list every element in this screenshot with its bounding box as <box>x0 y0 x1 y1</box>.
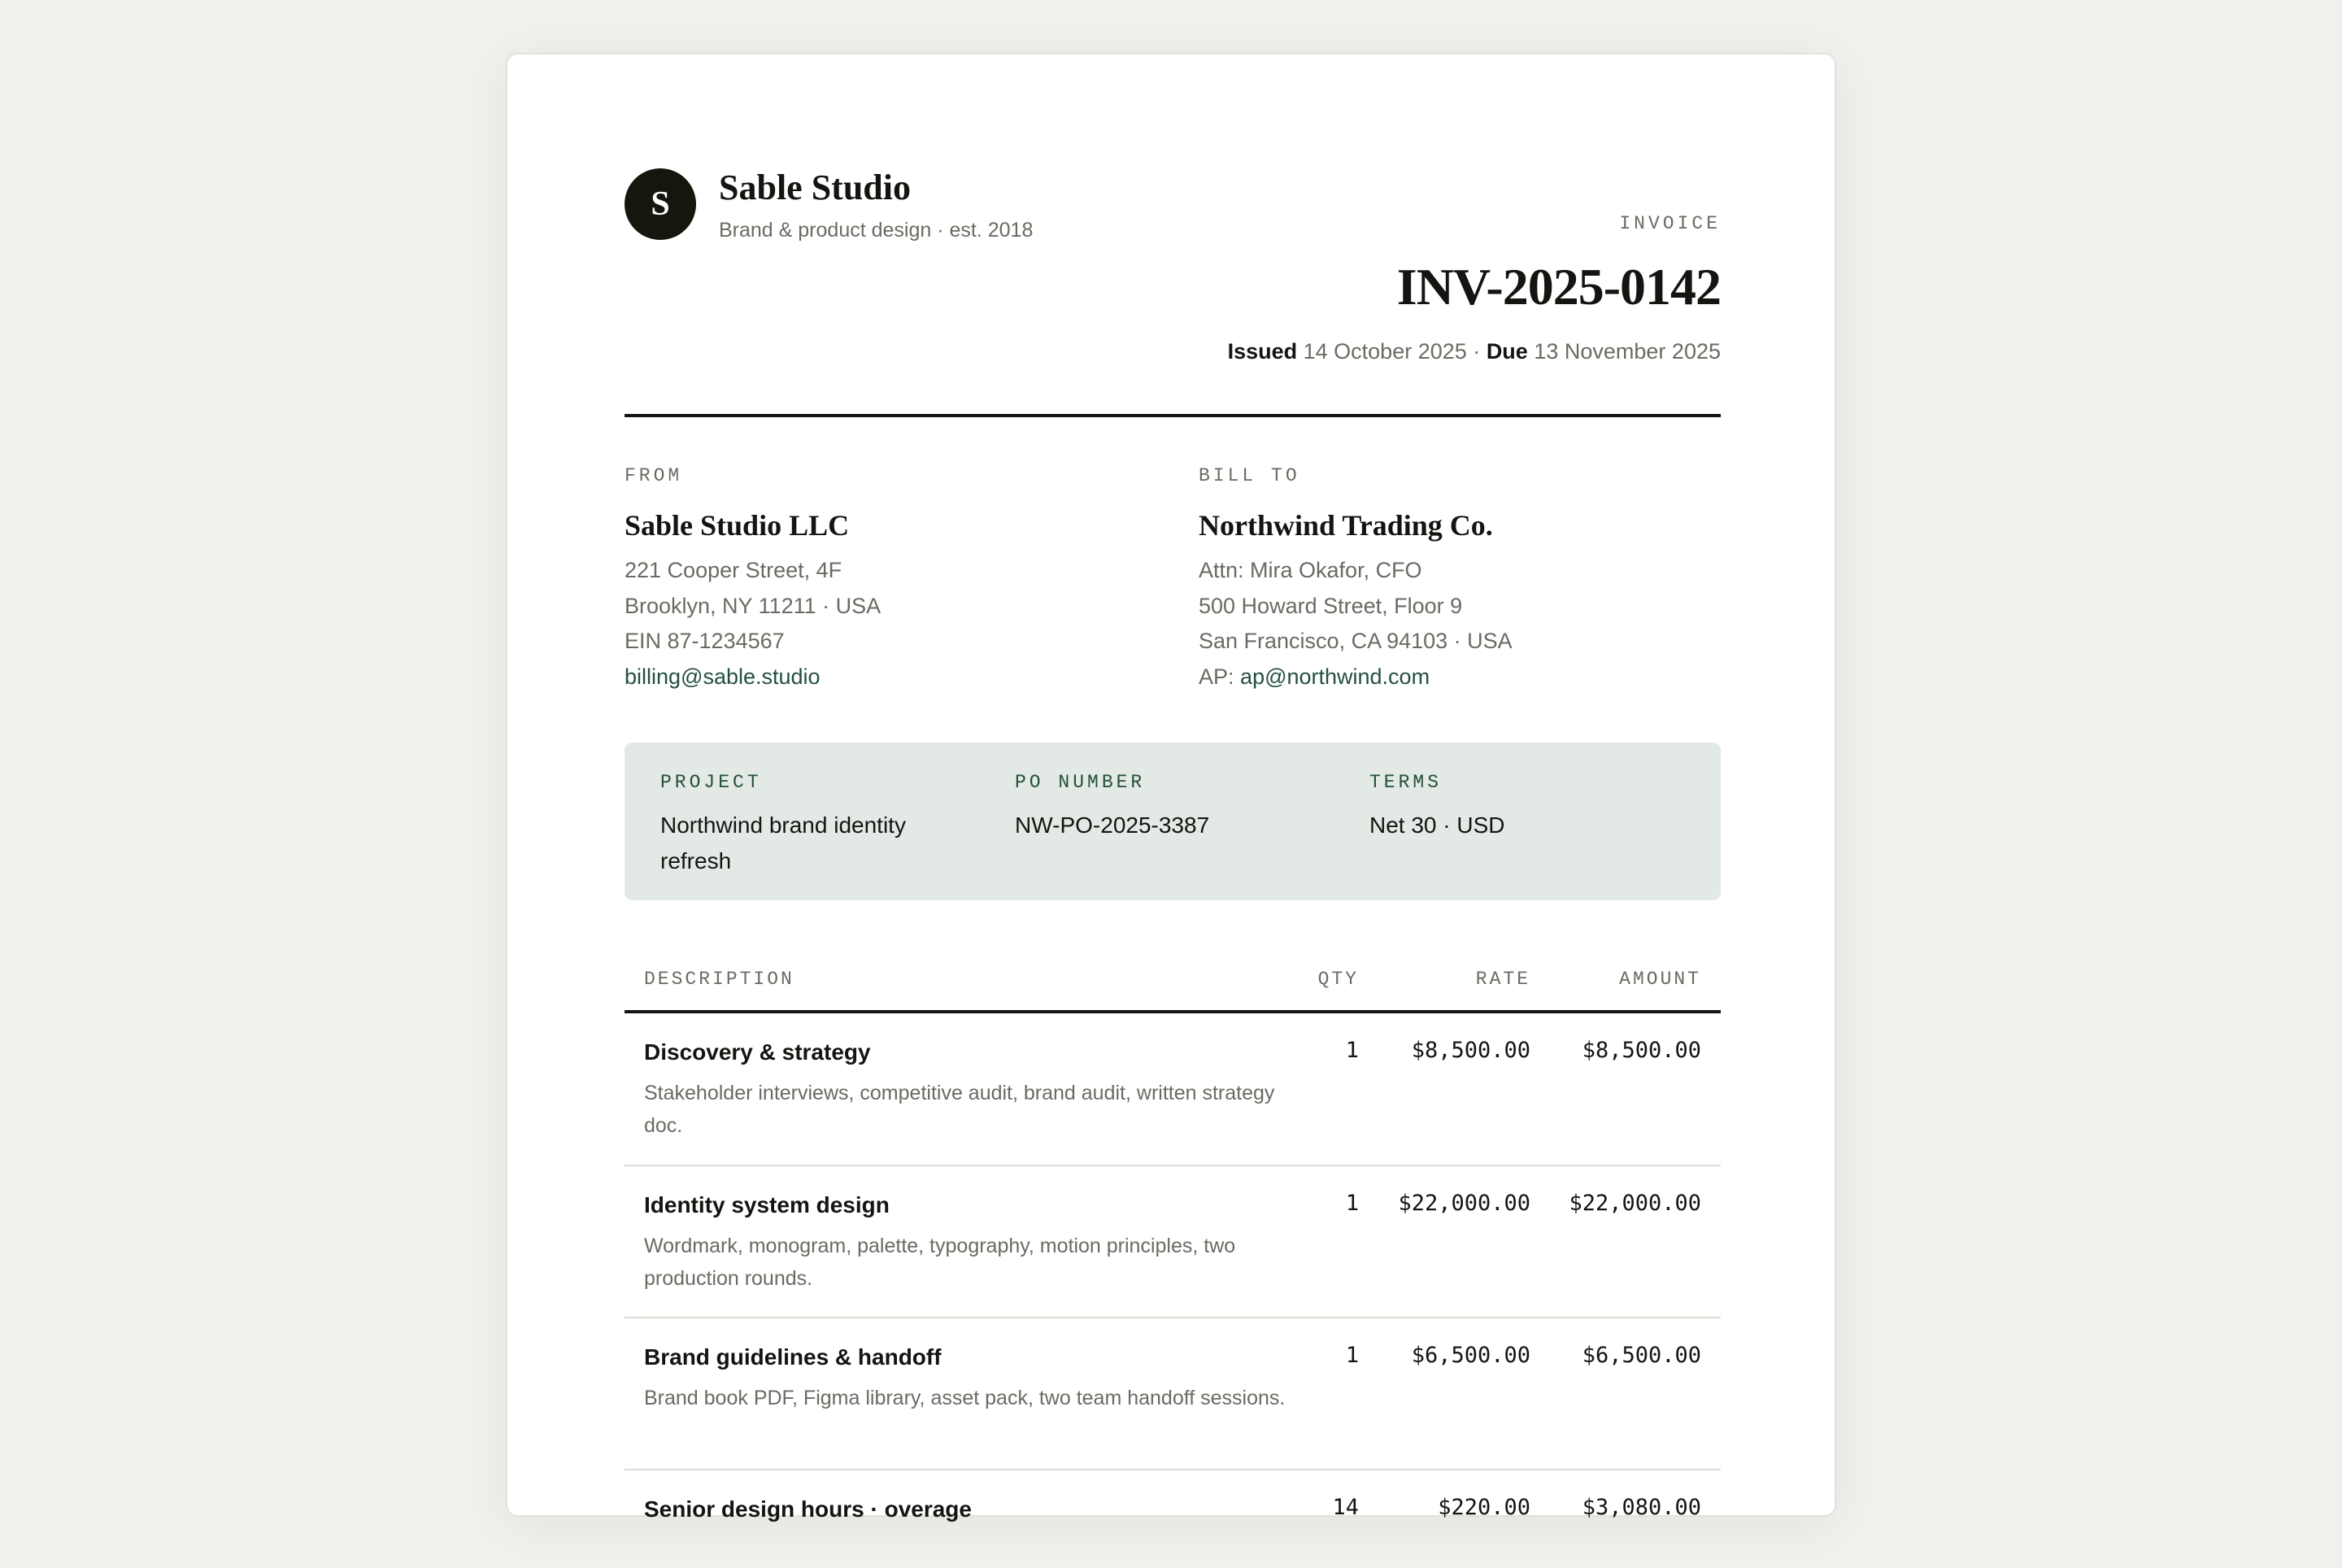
from-address-line: 221 Cooper Street, 4F <box>625 558 842 582</box>
line-item-amount: $3,080.00 <box>1582 1495 1701 1520</box>
line-item-title: Brand guidelines & handoff <box>644 1344 942 1370</box>
line-items <box>625 1013 1721 1568</box>
meta-project <box>660 772 969 879</box>
line-item-rate: $220.00 <box>1438 1495 1530 1520</box>
line-item-title: Senior design hours · overage <box>644 1496 972 1522</box>
date-separator: · <box>1473 339 1481 364</box>
line-item-amount: $6,500.00 <box>1582 1343 1701 1368</box>
line-item-qty: 1 <box>1345 1191 1359 1216</box>
line-item-qty: 14 <box>1332 1495 1359 1520</box>
column-header-qty: QTY <box>1317 969 1359 990</box>
table-row <box>625 1166 1721 1318</box>
from-address-line: Brooklyn, NY 11211 · USA <box>625 593 882 618</box>
brand-tagline: Brand & product design · est. 2018 <box>719 219 1034 242</box>
terms-value: Net 30 · USD <box>1369 812 1505 838</box>
bill-to-address-line: 500 Howard Street, Floor 9 <box>1199 593 1463 618</box>
po-number-value: NW-PO-2025-3387 <box>1015 812 1210 838</box>
line-item-rate: $22,000.00 <box>1398 1191 1530 1216</box>
bill-to-ap <box>1199 660 1719 695</box>
bill-to-block <box>1199 465 1719 695</box>
brand-monogram-logo: S <box>625 168 696 240</box>
column-header-amount: AMOUNT <box>1619 969 1701 990</box>
invoice-kicker: INVOICE <box>1619 213 1721 234</box>
brand-name: Sable Studio <box>719 168 911 207</box>
line-item-description: Stakeholder interviews, competitive audit, brand audit, written strategy doc. <box>644 1082 1275 1137</box>
project-value: Northwind brand identity refresh <box>660 812 906 873</box>
po-number-label: PO NUMBER <box>1015 772 1146 793</box>
line-item-qty: 1 <box>1345 1343 1359 1368</box>
issued-date: 14 October 2025 <box>1303 339 1467 364</box>
due-label: Due <box>1486 339 1528 364</box>
meta-terms <box>1369 772 1678 843</box>
from-email-link[interactable]: billing@sable.studio <box>625 664 821 689</box>
line-item-description: Wordmark, monogram, palette, typography, motion principles, two production rounds. <box>644 1235 1236 1290</box>
bill-to-name: Northwind Trading Co. <box>1199 509 1493 542</box>
from-ein: EIN 87-1234567 <box>625 629 785 653</box>
due-date: 13 November 2025 <box>1534 339 1721 364</box>
ap-prefix: AP: <box>1199 664 1234 689</box>
invoice-number: INV-2025-0142 <box>1396 258 1721 316</box>
from-name: Sable Studio LLC <box>625 509 850 542</box>
line-item-description: Brand book PDF, Figma library, asset pack, two team handoff sessions. <box>644 1387 1286 1409</box>
invoice-sheet <box>506 53 1836 1522</box>
table-row <box>625 1013 1721 1166</box>
column-header-rate: RATE <box>1475 969 1530 990</box>
project-label: PROJECT <box>660 772 762 793</box>
line-item-rate: $8,500.00 <box>1411 1038 1530 1063</box>
line-item-amount: $8,500.00 <box>1582 1038 1701 1063</box>
column-header-description: DESCRIPTION <box>644 969 794 990</box>
invoice-dates <box>1228 339 1721 364</box>
line-item-title: Discovery & strategy <box>644 1039 871 1065</box>
table-row <box>625 1318 1721 1470</box>
line-item-qty: 1 <box>1345 1038 1359 1063</box>
line-item-title: Identity system design <box>644 1192 890 1217</box>
bill-to-address-line: San Francisco, CA 94103 · USA <box>1199 629 1513 653</box>
project-meta-band <box>625 743 1721 900</box>
bill-to-attn: Attn: Mira Okafor, CFO <box>1199 558 1422 582</box>
bill-to-label: BILL TO <box>1199 465 1300 486</box>
ap-email-link[interactable]: ap@northwind.com <box>1240 664 1430 689</box>
from-block <box>625 465 1145 695</box>
issued-label: Issued <box>1227 339 1298 364</box>
meta-po-number <box>1015 772 1324 843</box>
table-row <box>625 1470 1721 1568</box>
terms-label: TERMS <box>1369 772 1443 793</box>
line-items-header <box>625 949 1721 1011</box>
line-item-amount: $22,000.00 <box>1569 1191 1701 1216</box>
line-item-rate: $6,500.00 <box>1411 1343 1530 1368</box>
header-divider <box>625 414 1721 417</box>
from-label: FROM <box>625 465 683 486</box>
